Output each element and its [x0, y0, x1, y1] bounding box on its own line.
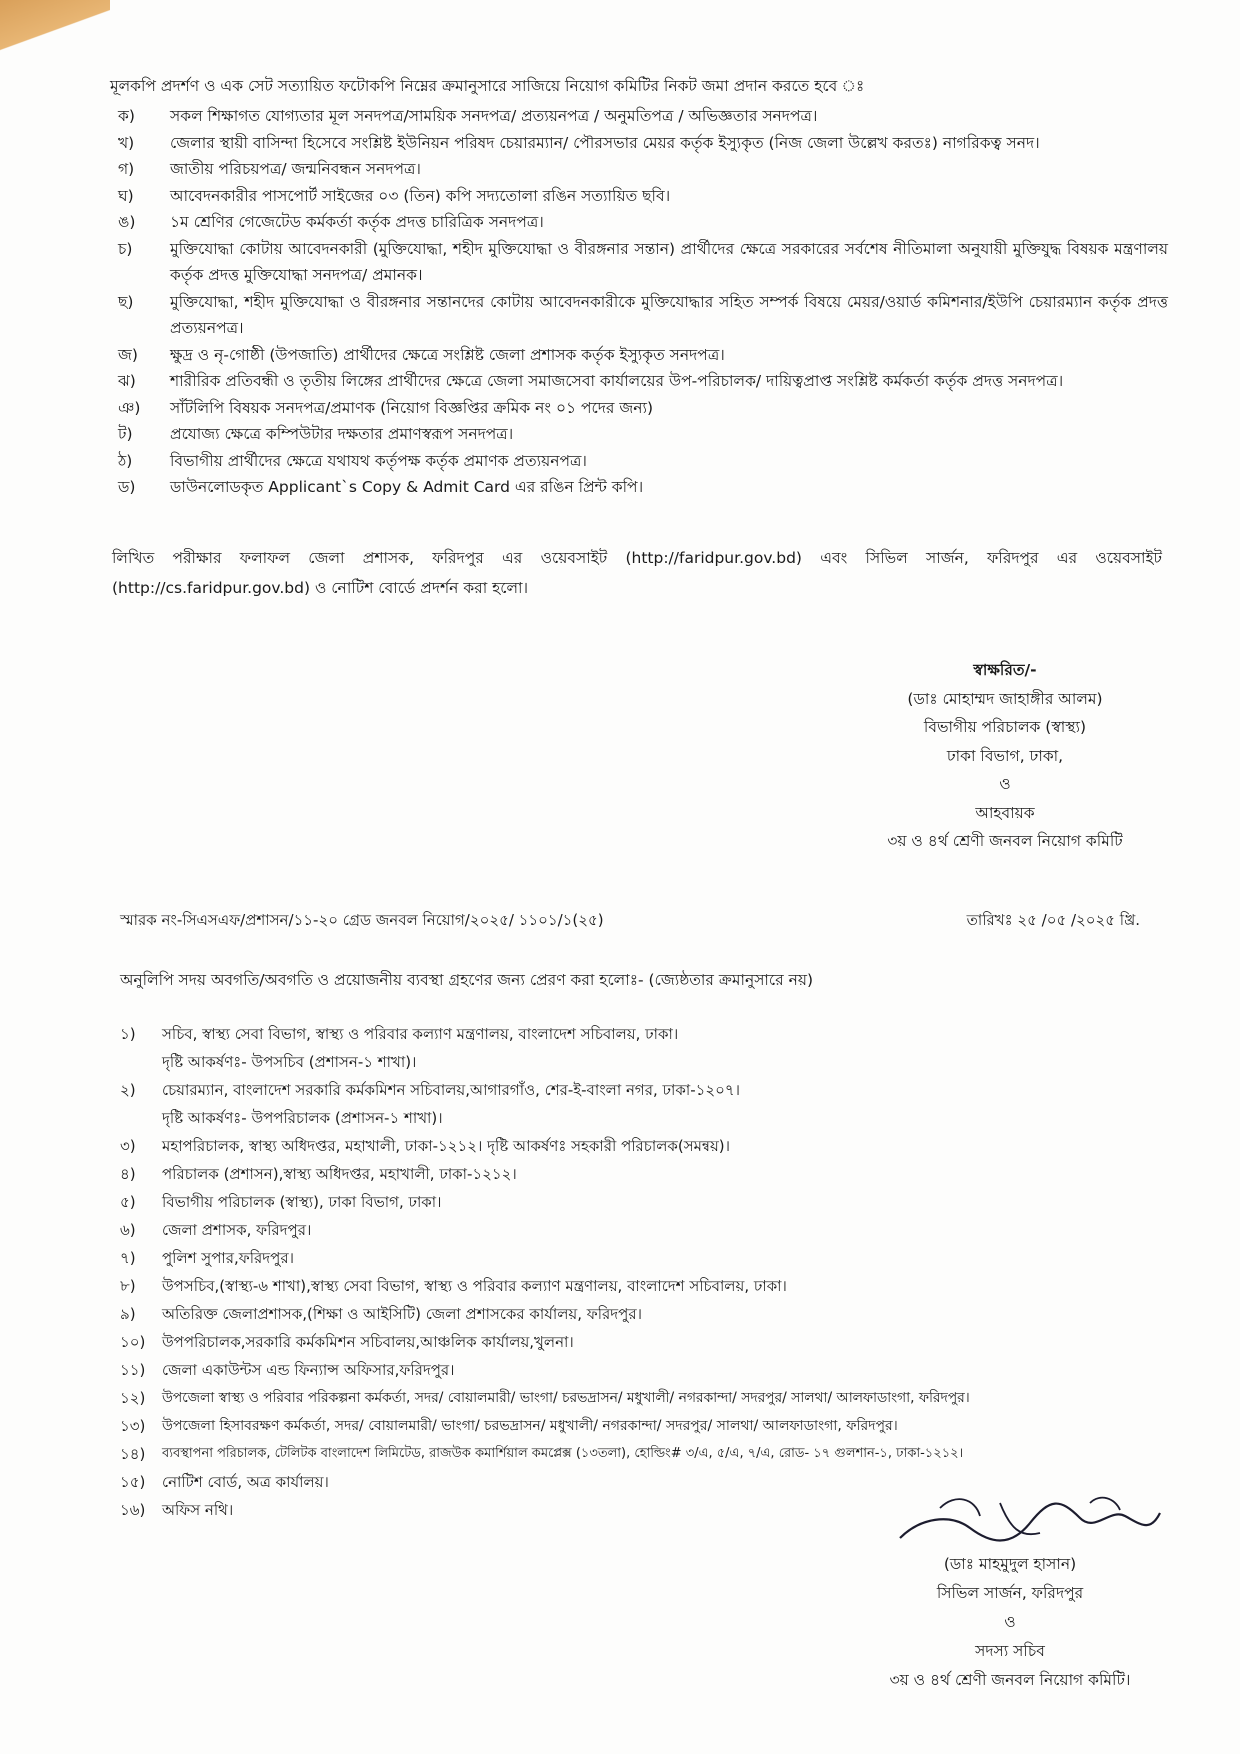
copy-text	[162, 1020, 1160, 1076]
list-item	[120, 1412, 1160, 1440]
list-item-text: শারীরিক প্রতিবন্ধী ও তৃতীয় লিঙ্গের প্রার্থীদের ক্ষেত্রে জেলা সমাজসেবা কার্যালয়ের উপ-পরিচালক/ দায়িত্বপ্রাপ্ত সংশ্লিষ্ট কর্মকর্তা কর্তৃক প্রদত্ত সনদপত্র।	[170, 372, 1064, 390]
list-item-text: চেয়ারম্যান, বাংলাদেশ সরকারি কর্মকমিশন সচিবালয়,আগারগাঁও, শের-ই-বাংলা নগর, ঢাকা-১২০৭।	[162, 1081, 740, 1099]
list-item-text: জেলা একাউন্টস এন্ড ফিন্যান্স অফিসার,ফরিদপুর।	[162, 1361, 455, 1379]
list-marker: ১২)	[120, 1389, 146, 1407]
member-secretary-signature-block	[860, 1550, 1160, 1695]
signatory-name: (ডাঃ মোহাম্মদ জাহাঙ্গীর আলম)	[907, 689, 1103, 708]
list-item-text: জাতীয় পরিচয়পত্র/ জন্মনিবন্ধন সনদপত্র।	[170, 160, 421, 178]
copy-distribution-list	[120, 1020, 1160, 1524]
list-marker: ২)	[120, 1081, 136, 1099]
list-item	[120, 1384, 1160, 1412]
list-marker: ১)	[120, 1025, 136, 1043]
signed-label: স্বাক্ষরিত/-	[973, 661, 1037, 679]
list-marker: ৬)	[120, 1221, 136, 1239]
list-item	[118, 156, 1168, 183]
list-item	[120, 1272, 1160, 1300]
list-item-text: উপজেলা হিসাবরক্ষণ কর্মকর্তা, সদর/ বোয়ালমারী/ ভাংগা/ চরভদ্রাসন/ মধুখালী/ নগরকান্দা/ সদরপুর/ সালথা/ আলফাডাংগা, ফরিদপুর।	[162, 1418, 898, 1434]
signatory-name: (ডাঃ মাহমুদুল হাসান)	[943, 1555, 1077, 1573]
list-item	[120, 1356, 1160, 1384]
list-marker: ছ)	[118, 292, 134, 311]
list-item-text: সকল শিক্ষাগত যোগ্যতার মূল সনদপত্র/সাময়িক সনদপত্র/ প্রত্যয়নপত্র / অনুমতিপত্র / অভিজ্ঞতার সনদপত্র।	[170, 107, 818, 125]
list-item-text: মুক্তিযোদ্ধা কোটায় আবেদনকারী (মুক্তিযোদ্ধা, শহীদ মুক্তিযোদ্ধা ও বীরঙ্গনার সন্তান) প্রার্থীদের ক্ষেত্রে সরকারের সর্বশেষ নীতিমালা অনুযায়ী মুক্তিযুদ্ধ বিষয়ক মন্ত্রণালয় কর্তৃক প্রদত্ত মুক্তিযোদ্ধা সনদপত্র/ প্রমানক।	[170, 239, 1168, 284]
list-item	[118, 103, 1168, 130]
result-notice: লিখিত পরীক্ষার ফলাফল জেলা প্রশাসক, ফরিদপুর এর ওয়েবসাইট (http://faridpur.gov.bd) এবং সিভিল সার্জন, ফরিদপুর এর ওয়েবসাইট (http://cs.faridpur.gov.bd) ও নোটিশ বোর্ডে প্রদর্শন করা হলো।	[112, 549, 1162, 597]
list-item-text: বিভাগীয় পরিচালক (স্বাস্থ্য), ঢাকা বিভাগ, ঢাকা।	[162, 1193, 442, 1211]
list-item-text: বিভাগীয় প্রার্থীদের ক্ষেত্রে যথাযথ কর্তৃপক্ষ কর্তৃক প্রমাণক প্রত্যয়নপত্র।	[170, 451, 587, 470]
list-marker: ক)	[118, 107, 135, 125]
attention-note: দৃষ্টি আকর্ষণঃ- উপসচিব (প্রশাসন-১ শাখা)।	[162, 1053, 417, 1071]
signatory-designation: সিভিল সার্জন, ফরিদপুর	[936, 1584, 1084, 1602]
copy-text	[162, 1076, 1160, 1132]
list-marker: ঘ)	[118, 186, 134, 205]
list-item	[120, 1300, 1160, 1328]
conjunction: ও	[1004, 1613, 1016, 1631]
list-item-text: ব্যবস্থাপনা পরিচালক, টেলিটক বাংলাদেশ লিমিটেড, রাজউক কমার্শিয়াল কমপ্লেক্স (১৩তলা), হোল্ডিং# ৩/এ, ৫/এ, ৭/এ, রোড- ১৭ গুলশান-১, ঢাকা-১২১২।	[162, 1446, 964, 1461]
list-item-text: সাঁটলিপি বিষয়ক সনদপত্র/প্রমাণক (নিয়োগ বিজ্ঞপ্তির ক্রমিক নং ০১ পদের জন্য)	[170, 398, 654, 417]
list-marker: ৩)	[120, 1137, 136, 1155]
list-item	[118, 368, 1168, 395]
list-item	[118, 474, 1168, 501]
list-item	[118, 342, 1168, 369]
list-item	[118, 421, 1168, 448]
list-marker: ড)	[118, 478, 136, 496]
required-documents-list	[118, 103, 1168, 501]
signatory-role: আহবায়ক	[975, 803, 1035, 822]
list-item-text: পরিচালক (প্রশাসন),স্বাস্থ্য অধিদপ্তর, মহাখালী, ঢাকা-১২১২।	[162, 1165, 517, 1183]
list-item-text: ডাউনলোডকৃত Applicant`s Copy & Admit Card এর রঙিন প্রিন্ট কপি।	[170, 478, 644, 496]
list-item-text: উপজেলা স্বাস্থ্য ও পরিবার পরিকল্পনা কর্মকর্তা, সদর/ বোয়ালমারী/ ভাংগা/ চরভদ্রাসন/ মধুখালী/ নগরকান্দা/ সদরপুর/ সালথা/ আলফাডাংগা, ফরিদপুর।	[162, 1390, 970, 1406]
list-item	[120, 1216, 1160, 1244]
list-item-text: পুলিশ সুপার,ফরিদপুর।	[162, 1249, 294, 1267]
folded-corner	[0, 0, 110, 70]
copy-distribution-intro: অনুলিপি সদয় অবগতি/অবগতি ও প্রয়োজনীয় ব্যবস্থা গ্রহণের জন্য প্রেরণ করা হলোঃ- (জ্যেষ্ঠতার ক্রমানুসারে নয়)	[120, 971, 814, 989]
list-item-text: উপসচিব,(স্বাস্থ্য-৬ শাখা),স্বাস্থ্য সেবা বিভাগ, স্বাস্থ্য ও পরিবার কল্যাণ মন্ত্রণালয়, বাংলাদেশ সচিবালয়, ঢাকা।	[162, 1277, 787, 1295]
list-item-text: অতিরিক্ত জেলাপ্রশাসক,(শিক্ষা ও আইসিটি) জেলা প্রশাসকের কার্যালয়, ফরিদপুর।	[162, 1305, 642, 1323]
list-item	[120, 1076, 1160, 1132]
memo-date: তারিখঃ ২৫ /০৫ /২০২৫ খ্রি.	[966, 911, 1140, 929]
instructions-intro: মূলকপি প্রদর্শণ ও এক সেট সত্যায়িত ফটোকপি নিম্নের ক্রমানুসারে সাজিয়ে নিয়োগ কমিটির নিকট জমা প্রদান করতে হবে ঃ	[110, 77, 865, 95]
committee-name: ৩য় ও ৪র্থ শ্রেণী জনবল নিয়োগ কমিটি	[887, 832, 1123, 850]
list-item-text: নোটিশ বোর্ড, অত্র কার্যালয়।	[162, 1473, 329, 1491]
list-item	[118, 130, 1168, 157]
list-marker: ঝ)	[118, 372, 136, 390]
list-marker: খ)	[118, 133, 135, 152]
list-item	[118, 236, 1168, 289]
list-marker: ঙ)	[118, 213, 136, 231]
list-item-text: মুক্তিযোদ্ধা, শহীদ মুক্তিযোদ্ধা ও বীরঙ্গনার সন্তানদের কোটায় আবেদনকারীকে মুক্তিযোদ্ধার সহিত সম্পর্ক বিষয়ে মেয়র/ওয়ার্ড কমিশনার/ইউপি চেয়ারম্যান কর্তৃক প্রদত্ত প্রত্যয়নপত্র।	[170, 292, 1168, 337]
list-marker: ঞ)	[118, 398, 141, 417]
list-marker: ১৬)	[120, 1501, 146, 1519]
conjunction: ও	[999, 775, 1011, 793]
list-item	[120, 1188, 1160, 1216]
list-marker: চ)	[118, 239, 133, 258]
list-item	[120, 1440, 1160, 1468]
list-marker: গ)	[118, 160, 135, 178]
list-item	[118, 183, 1168, 210]
list-item-text: ক্ষুদ্র ও নৃ-গোষ্ঠী (উপজাতি) প্রার্থীদের ক্ষেত্রে সংশ্লিষ্ট জেলা প্রশাসক কর্তৃক ইস্যুকৃত সনদপত্র।	[170, 345, 725, 364]
list-marker: জ)	[118, 345, 138, 364]
list-marker: ১৫)	[120, 1473, 146, 1491]
list-item-text: প্রযোজ্য ক্ষেত্রে কম্পিউটার দক্ষতার প্রমাণস্বরূপ সনদপত্র।	[170, 425, 514, 443]
signatory-office: ঢাকা বিভাগ, ঢাকা,	[946, 746, 1064, 765]
committee-name: ৩য় ও ৪র্থ শ্রেণী জনবল নিয়োগ কমিটি।	[889, 1671, 1131, 1689]
list-marker: ১৪)	[120, 1445, 146, 1463]
list-item	[118, 448, 1168, 475]
list-marker: ১৩)	[120, 1417, 146, 1435]
list-item	[118, 395, 1168, 422]
list-item	[120, 1132, 1160, 1160]
signatory-designation: বিভাগীয় পরিচালক (স্বাস্থ্য)	[923, 718, 1087, 736]
list-marker: ট)	[118, 425, 133, 443]
list-item	[120, 1328, 1160, 1356]
list-item-text: আবেদনকারীর পাসপোর্ট সাইজের ০৩ (তিন) কপি সদ্যতোলা রঙিন সত্যায়িত ছবি।	[170, 186, 671, 205]
convener-signature-block	[840, 656, 1170, 856]
list-marker: ৪)	[120, 1165, 136, 1183]
handwritten-signature	[880, 1488, 1170, 1558]
list-item	[118, 289, 1168, 342]
list-marker: ৭)	[120, 1249, 136, 1267]
attention-note: দৃষ্টি আকর্ষণঃ- উপপরিচালক (প্রশাসন-১ শাখা)।	[162, 1109, 443, 1127]
list-marker: ১০)	[120, 1333, 146, 1351]
list-item	[118, 209, 1168, 236]
list-item-text: অফিস নথি।	[162, 1501, 234, 1519]
list-marker: ৮)	[120, 1277, 136, 1295]
list-item	[120, 1244, 1160, 1272]
memo-line	[120, 909, 1140, 934]
list-marker: ৯)	[120, 1305, 136, 1323]
list-item-text: ১ম শ্রেণির গেজেটেড কর্মকর্তা কর্তৃক প্রদত্ত চারিত্রিক সনদপত্র।	[170, 213, 544, 231]
list-item-text: জেলার স্থায়ী বাসিন্দা হিসেবে সংশ্লিষ্ট ইউনিয়ন পরিষদ চেয়ারম্যান/ পৌরসভার মেয়র কর্তৃক ইস্যুকৃত (নিজ জেলা উল্লেখ করতঃ) নাগরিকত্ব সনদ।	[170, 133, 1040, 152]
list-item-text: সচিব, স্বাস্থ্য সেবা বিভাগ, স্বাস্থ্য ও পরিবার কল্যাণ মন্ত্রণালয়, বাংলাদেশ সচিবালয়, ঢাকা।	[162, 1025, 679, 1043]
list-item-text: উপপরিচালক,সরকারি কর্মকমিশন সচিবালয়,আঞ্চলিক কার্যালয়,খুলনা।	[162, 1333, 574, 1351]
list-item-text: মহাপরিচালক, স্বাস্থ্য অধিদপ্তর, মহাখালী, ঢাকা-১২১২। দৃষ্টি আকর্ষণঃ সহকারী পরিচালক(সমন্বয়)।	[162, 1137, 731, 1155]
list-item	[120, 1160, 1160, 1188]
list-item-text: জেলা প্রশাসক, ফরিদপুর।	[162, 1221, 312, 1239]
signatory-role: সদস্য সচিব	[975, 1642, 1045, 1660]
memo-number: স্মারক নং-সিএসএফ/প্রশাসন/১১-২০ গ্রেড জনবল নিয়োগ/২০২৫/ ১১০১/১(২৫)	[120, 911, 604, 929]
list-marker: ৫)	[120, 1193, 136, 1211]
list-marker: ঠ)	[118, 451, 133, 470]
list-item	[120, 1020, 1160, 1076]
list-marker: ১১)	[120, 1361, 146, 1379]
